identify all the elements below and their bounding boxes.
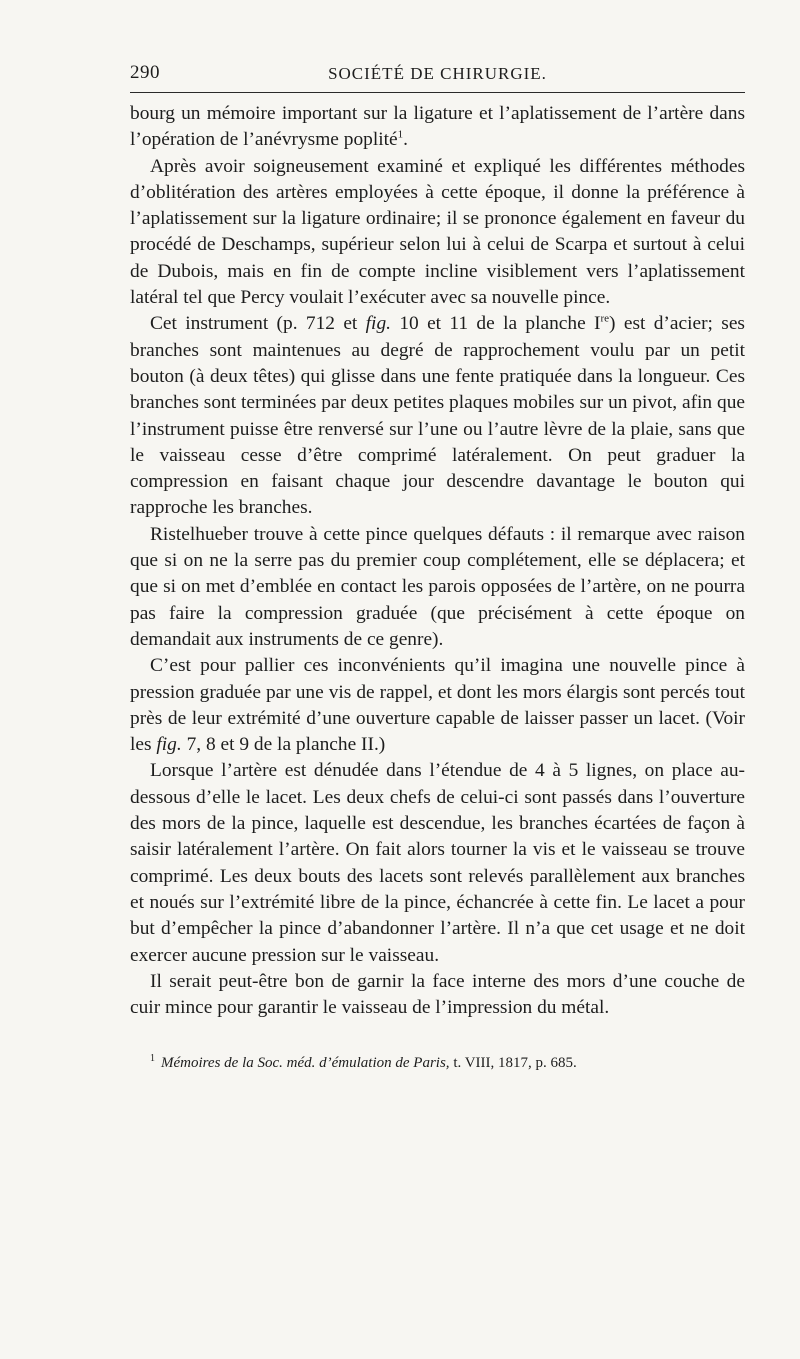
footnote-source: Mémoires de la Soc. méd. d’émulation de Paris, — [161, 1055, 450, 1072]
paragraph-1-end: . — [403, 129, 408, 151]
paragraph-4: Ristelhueber trouve à cette pince quelques défauts : il remarque avec raison que si on ne la serre pas du premier coup complétement, elle se déplacera; et que si on met d’emblée en contact les parois opposées de l’artère, on ne pourra pas faire la compression graduée (que précisément à cette époque on demandait aux instruments de ce genre). — [130, 523, 745, 650]
superscript-re: re — [600, 312, 610, 325]
running-head — [130, 60, 745, 86]
paragraph-1 — [130, 101, 745, 154]
book-page — [130, 60, 745, 1073]
fig-ref: fig. — [156, 734, 182, 756]
paragraph-5 — [130, 653, 745, 758]
footnote — [130, 1049, 745, 1073]
paragraph-5-text-b: 7, 8 et 9 de la planche II.) — [186, 734, 386, 756]
running-title: SOCIÉTÉ DE CHIRURGIE. — [328, 64, 547, 83]
footnote-ref: 1 — [397, 128, 404, 141]
paragraph-3 — [130, 311, 745, 521]
paragraph-7: Il serait peut-être bon de garnir la face interne des mors d’une couche de cuir mince pour garantir le vaisseau de l’impression du métal. — [130, 970, 745, 1019]
paragraph-3-text-b: 10 et 11 de la planche I — [399, 313, 601, 335]
footnote-marker: 1 — [150, 1053, 155, 1065]
body-text — [130, 101, 745, 1021]
paragraph-1-text: bourg un mémoire important sur la ligature et l’aplatissement de l’artère dans l’opération de l’anévrysme poplité — [130, 103, 745, 151]
paragraph-3-text-c: ) est d’acier; ses branches sont maintenues au degré de rapprochement voulu par un petit bouton (à deux têtes) qui glisse dans une fente pratiquée dans la longueur. Ces branches sont terminées par deux petites plaques mobiles sur un pivot, afin que l’instrument puisse être renversé sur l’une ou l’autre lèvre de la plaie, sans que le vaisseau cesse d’être comprimé latéralement. On peut graduer la compression en faisant chaque jour descendre davantage le bouton qui rapproche les branches. — [130, 313, 745, 519]
paragraph-2: Après avoir soigneusement examiné et expliqué les différentes méthodes d’oblitération des artères employées à cette époque, il donne la préférence à l’aplatissement sur la ligature ordinaire; il se prononce également en faveur du procédé de Deschamps, supérieur selon lui à celui de Scarpa et surtout à celui de Dubois, mais en fin de compte incline visiblement vers l’aplatissement latéral tel que Percy voulait l’exécuter avec sa nouvelle pince. — [130, 155, 745, 309]
paragraph-5-text-a: C’est pour pallier ces inconvénients qu’il imagina une nouvelle pince à pression graduée par une vis de rappel, et dont les mors élargis sont percés tout près de leur extrémité d’une ouverture capable de laisser passer un lacet. (Voir les — [130, 655, 745, 756]
paragraph-3-text-a: Cet instrument (p. 712 et — [150, 313, 358, 335]
page-number: 290 — [130, 62, 160, 83]
paragraph-6: Lorsque l’artère est dénudée dans l’étendue de 4 à 5 lignes, on place au-dessous d’elle le lacet. Les deux chefs de celui-ci sont passés dans l’ouverture des mors de la pince, laquelle est descendue, les branches écartées de façon à saisir latéralement l’artère. On fait alors tourner la vis et le vaisseau se trouve comprimé. Les deux bouts des lacets sont relevés parallèlement aux branches et noués sur l’extrémité libre de la pince, échancrée à cette fin. Le lacet a pour but d’empêcher la pince d’abandonner l’artère. Il n’a que cet usage et ne doit exercer aucune pression sur le vaisseau. — [130, 760, 745, 966]
footnote-rest: t. VIII, 1817, p. 685. — [453, 1055, 577, 1072]
header-rule — [130, 92, 745, 93]
fig-ref: fig. — [365, 313, 391, 335]
